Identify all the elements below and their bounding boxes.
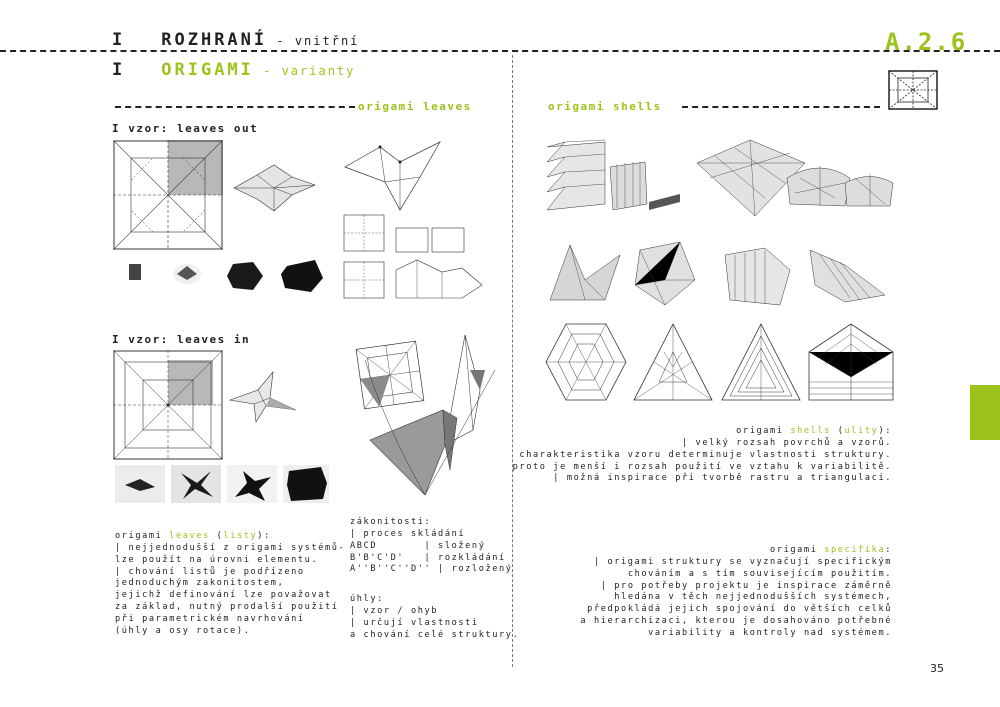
header-rule <box>0 50 1000 52</box>
heading-pre: origami <box>770 545 825 555</box>
heading-mid: ( <box>209 531 224 541</box>
page-code: A.2.6 <box>885 28 968 56</box>
fold-diagram-3d <box>340 132 450 212</box>
page-number: 35 <box>930 662 944 675</box>
heading-term2: listy <box>223 531 258 541</box>
heading-term2: ulity <box>844 426 879 436</box>
title2-main: ORIGAMI <box>161 60 254 80</box>
bullet: I <box>112 60 126 80</box>
section-rule-right <box>682 106 880 108</box>
title-sub: - vnitřní <box>267 34 360 48</box>
heading-post: ): <box>257 531 271 541</box>
specifika-heading <box>770 545 892 557</box>
shells-3d-models <box>545 240 905 310</box>
shells-triangulated-models <box>695 138 895 218</box>
shells-heading <box>736 426 892 438</box>
geometric-fold-diagram <box>345 330 505 500</box>
heading-term: specifika <box>824 545 886 555</box>
header-title-2 <box>112 60 355 80</box>
zakonitosti-heading: zákonitosti: <box>350 517 432 527</box>
title-main: ROZHRANÍ <box>161 30 268 50</box>
section-title-leaves: origami leaves <box>358 100 472 113</box>
hexagon-crease-pattern <box>545 322 627 402</box>
heading-post: ): <box>878 426 892 436</box>
crease-pattern-leaves-out <box>113 140 223 250</box>
uhly-text: | vzor / ohyb | určují vlastnosti a chování celé struktury. <box>350 606 520 640</box>
shells-zigzag-models <box>545 132 695 222</box>
pattern-icon <box>888 70 938 110</box>
fold-diagram-steps <box>342 210 487 300</box>
leaves-out-photos <box>115 258 325 294</box>
section-title-shells: origami shells <box>548 100 662 113</box>
triangle-crease-pattern-2 <box>720 322 802 402</box>
folded-leaves-in-drawing <box>228 370 298 425</box>
heading-post: : <box>885 545 892 555</box>
house-crease-pattern <box>807 322 895 402</box>
triangle-crease-pattern-1 <box>632 322 714 402</box>
heading-term: leaves <box>169 531 210 541</box>
uhly-heading: úhly: <box>350 594 384 604</box>
header-title-1 <box>112 30 359 50</box>
bullet: I <box>112 30 126 50</box>
shells-text: | velký rozsah povrchů a vzorů. charakteristika vzoru determinuje vlastnosti struktury. proto je menší i rozsah použití ve vztahu k variabilitě. | možná inspirace při tvorbě rastru a triangulaci. <box>512 438 892 484</box>
side-tab <box>970 385 1000 440</box>
heading-mid: ( <box>831 426 845 436</box>
zakonitosti-text: | proces skládání ABCD | složený B'B'C'D' | rozkládání A''B''C''D'' | rozložený <box>350 529 513 575</box>
leaves-in-photos <box>115 463 330 505</box>
vzor-leaves-in: I vzor: leaves in <box>112 333 251 346</box>
heading-pre: origami <box>736 426 791 436</box>
heading-pre: origami <box>115 531 170 541</box>
folded-leaves-out-drawing <box>232 163 317 213</box>
leaves-text: | nejjednodušší z origami systémů- lze použít na úrovni elementu. | chování listů je podřízeno jednoduchým zakonitostem, jejichž definování lze považovat za základ, nutný prodalší použití při parametrickém navrhování (úhly a osy rotace). <box>115 543 346 636</box>
vzor-leaves-out: I vzor: leaves out <box>112 122 259 135</box>
leaves-heading <box>115 531 271 543</box>
specifika-text: | origami struktury se vyznačují specifickým chováním a s tím souvisejícím použitím. | pro potřeby projektu je inspirace záměrně hledána v těch nejjednodušších systémech, předpokládá jejich spojování do větších celků a hierarchizaci, kterou je dosahováno potřebné variability a kontroly nad systémem. <box>580 557 892 638</box>
crease-pattern-leaves-in <box>113 350 223 460</box>
section-rule-left <box>115 106 355 108</box>
title2-sub: - varianty <box>253 64 356 78</box>
heading-term: shells <box>790 426 831 436</box>
